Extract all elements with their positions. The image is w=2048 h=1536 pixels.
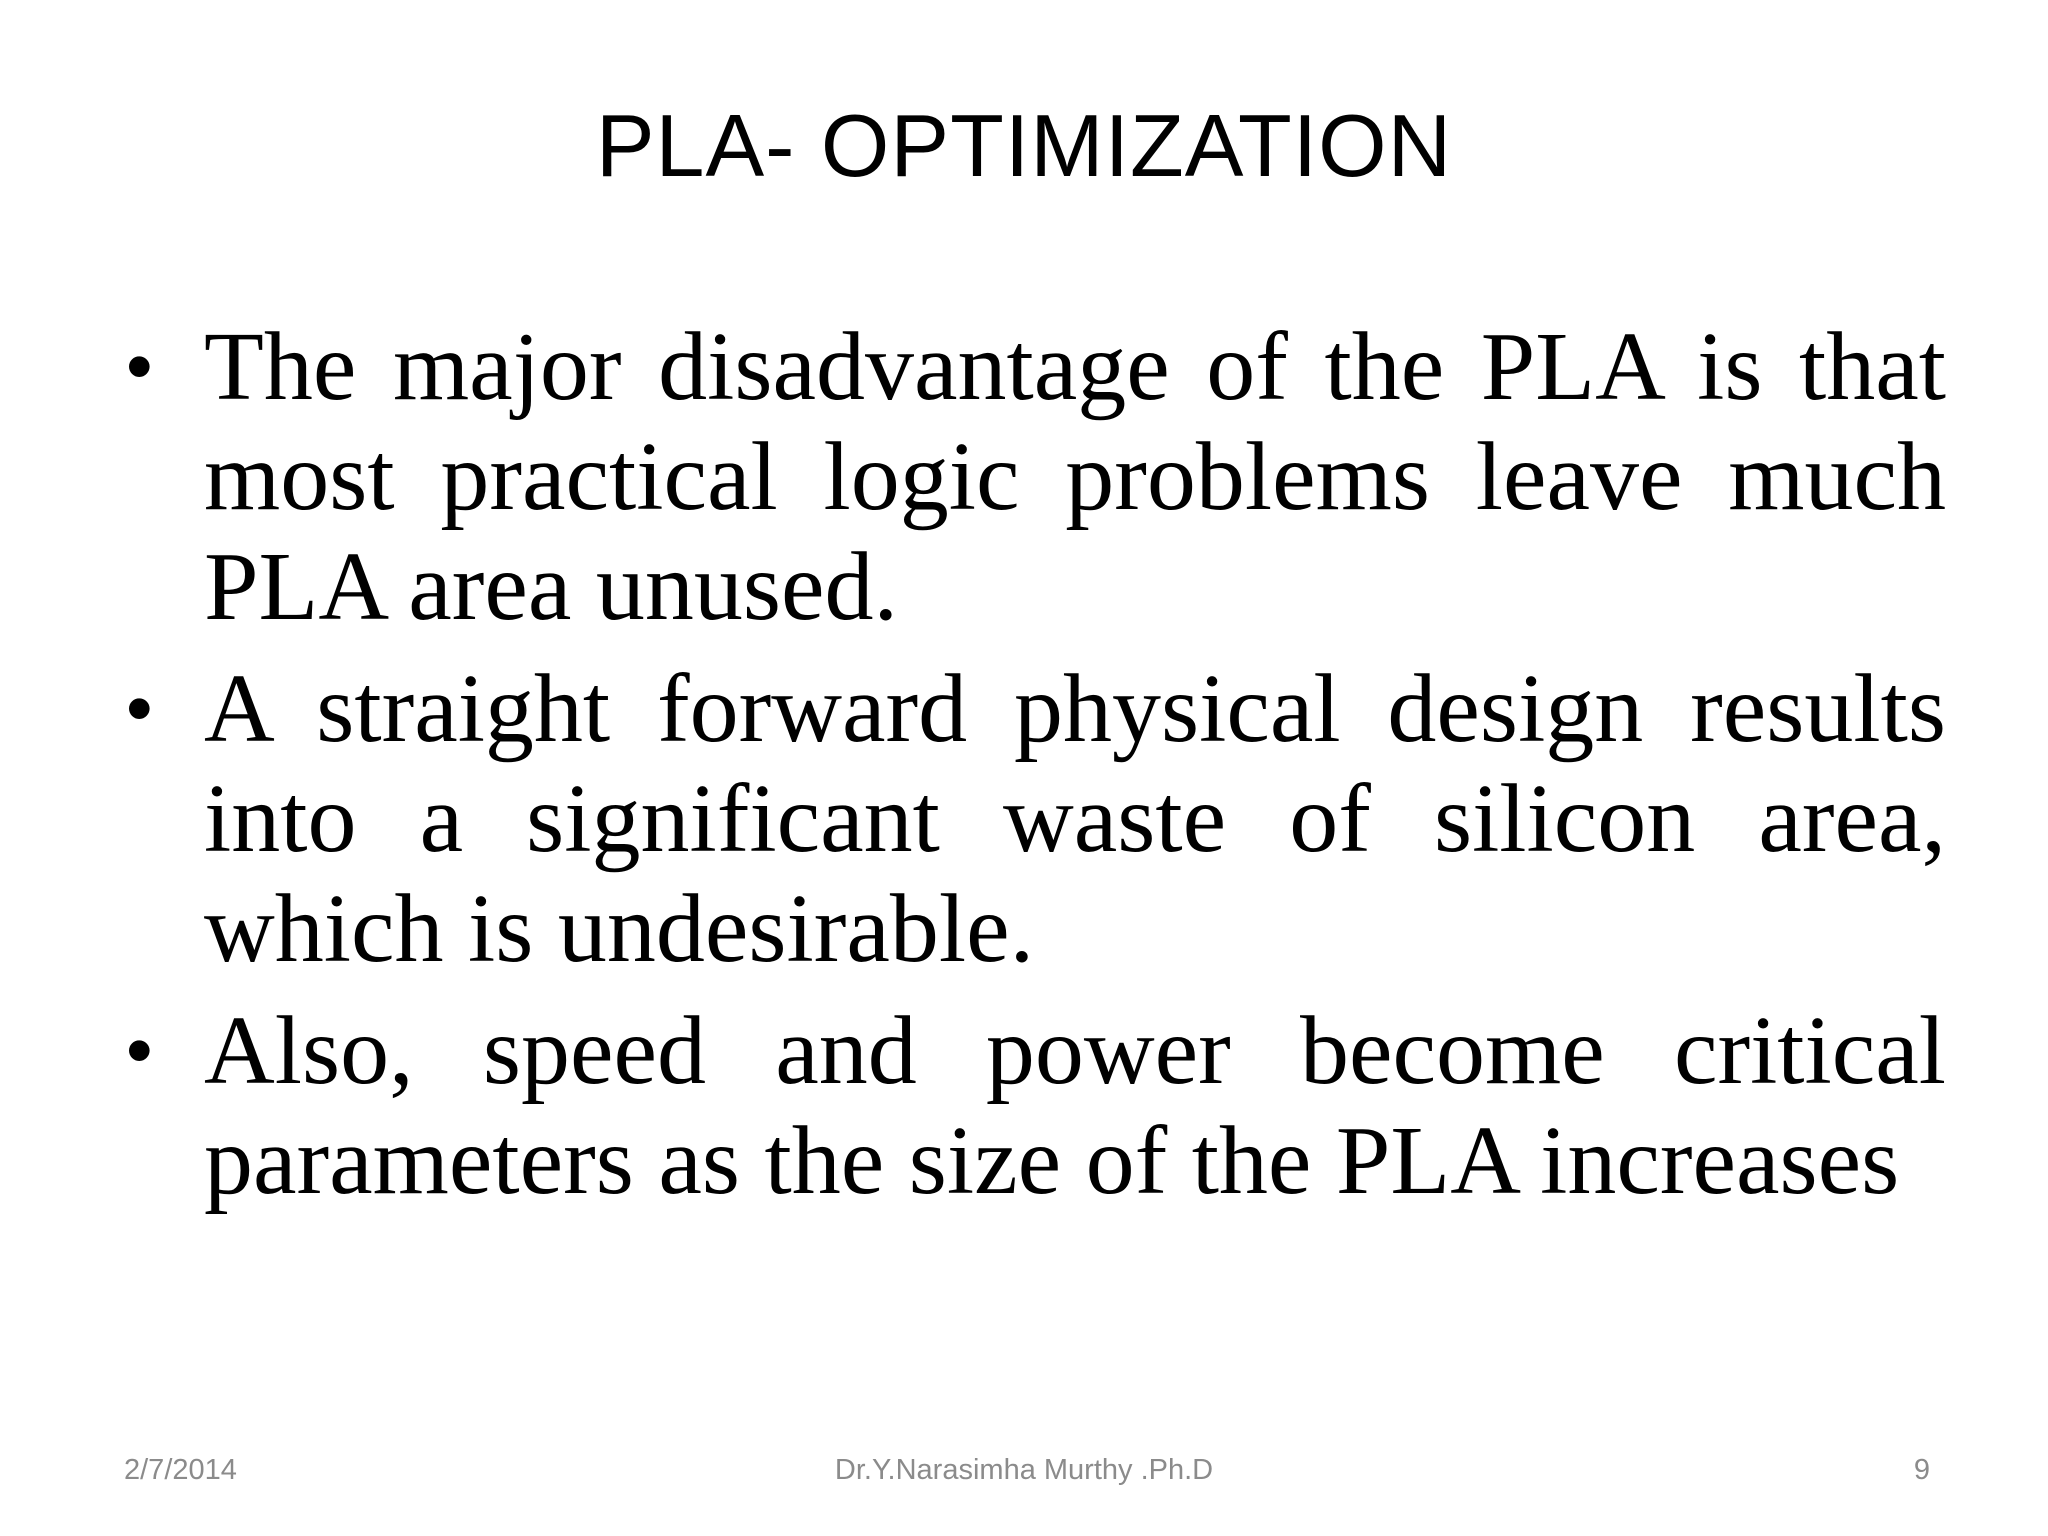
bullet-item (126, 312, 1946, 642)
footer-author: Dr.Y.Narasimha Murthy .Ph.D (834, 1454, 1214, 1486)
bullet-text: A straight forward physical design results into a significant waste of silicon area, which is undesirable. (204, 655, 1946, 983)
footer-page-number: 9 (1913, 1454, 1930, 1486)
bullet-text: The major disadvantage of the PLA is that most practical logic problems leave much PLA area unused. (204, 313, 1946, 641)
bullet-dot-icon: • (126, 1008, 153, 1093)
footer-date: 2/7/2014 (124, 1454, 237, 1486)
bullet-text: Also, speed and power become critical parameters as the size of the PLA increases (204, 997, 1946, 1215)
bullet-item (126, 996, 1946, 1216)
bullet-dot-icon: • (126, 324, 153, 409)
bullet-list (126, 312, 1946, 1228)
bullet-dot-icon: • (126, 666, 153, 751)
slide-title: PLA- OPTIMIZATION (595, 96, 1453, 195)
bullet-item (126, 654, 1946, 984)
